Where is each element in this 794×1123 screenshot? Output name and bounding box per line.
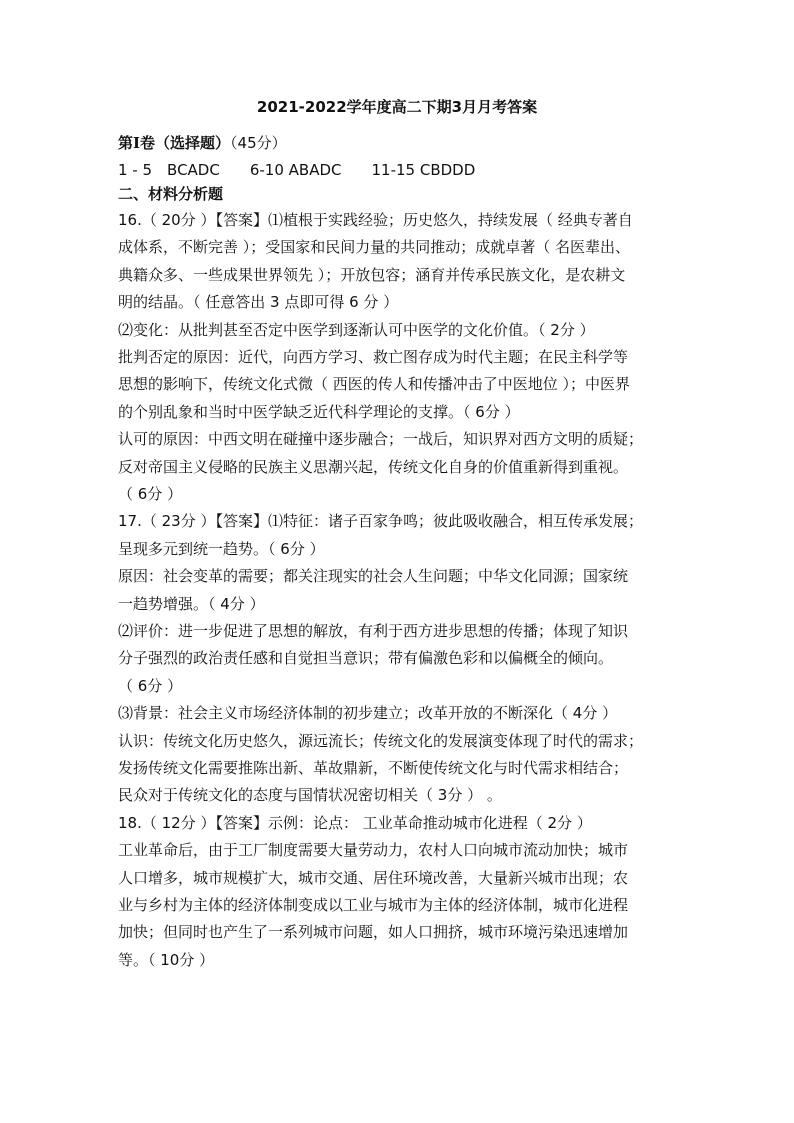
section1-score: （45分） [230, 134, 287, 152]
answer-line: 原因：社会变革的需要；都关注现实的社会人生问题；中华文化同源；国家统 [118, 567, 629, 585]
choice-answers [118, 160, 475, 180]
answer-line: 17.（ 23分 ）【答案】⑴特征：诸子百家争鸣；彼此吸收融合，相互传承发展； [118, 512, 643, 530]
answer-line: ⑵评价：进一步促进了思想的解放，有利于西方进步思想的传播；体现了知识 [118, 622, 629, 640]
answer-line: 分子强烈的政治责任感和自觉担当意识；带有偏激色彩和以偏概全的倾向。 [118, 649, 614, 667]
answer-line: ⑵变化：从批判甚至否定中医学到逐渐认可中医学的文化价值。（ 2分 ） [118, 321, 595, 339]
answer-line: 思想的影响下，传统文化式微（ 西医的传人和传播冲击了中医地位 ）；中医界 [118, 375, 631, 393]
answer-line: 等。（ 10分 ） [118, 951, 215, 969]
answer-line: 一趋势增强。（ 4分 ） [118, 595, 265, 613]
answer-line: 认识：传统文化历史悠久，源远流长；传统文化的发展演变体现了时代的需求； [118, 732, 644, 750]
answer-line: 业与乡村为主体的经济体制变成以工业与城市为主体的经济体制，城市化进程 [118, 896, 629, 914]
answer-line: 认可的原因：中西文明在碰撞中逐步融合；一战后，知识界对西方文明的质疑； [118, 430, 644, 448]
answer-line: 呈现多元到统一趋势。（ 6分 ） [118, 540, 325, 558]
document-title: 2021-2022学年度高二下期3月月考答案 [256, 98, 538, 116]
answer-line: （ 6分 ） [118, 485, 183, 503]
answer-line: 明的结晶。（ 任意答出 3 点即可得 6 分 ） [118, 293, 399, 311]
answer-line: 的个别乱象和当时中医学缺乏近代科学理论的支撑。（ 6分 ） [118, 403, 520, 421]
answer-group-3: 11-15 CBDDD [371, 161, 476, 179]
answer-line: （ 6分 ） [118, 677, 183, 695]
answer-group-2: 6-10 ABADC [249, 161, 342, 179]
answer-group-1: 1 - 5 BCADC [118, 161, 220, 179]
answer-line: 18.（ 12分 ）【答案】示例：论点： 工业革命推动城市化进程（ 2分 ） [118, 814, 592, 832]
answer-line: 典籍众多、一些成果世界领先 ）；开放包容；涵育并传承民族文化，是农耕文 [118, 266, 626, 284]
answer-line: 16.（ 20分 ）【答案】⑴植根于实践经验；历史悠久，持续发展（ 经典专著自 [118, 211, 633, 229]
answer-line: 加快；但同时也产生了一系列城市问题，如人口拥挤，城市环境污染迅速增加 [118, 923, 629, 941]
section2-heading: 二、材料分析题 [118, 185, 224, 203]
answer-line: 批判否定的原因：近代，向西方学习、救亡图存成为时代主题；在民主科学等 [118, 348, 629, 366]
section1-header [118, 133, 287, 153]
answer-line: 民众对于传统文化的态度与国情状况密切相关（ 3分 ） 。 [118, 786, 502, 804]
answer-line: ⑶背景：社会主义市场经济体制的初步建立；改革开放的不断深化（ 4分 ） [118, 704, 618, 722]
section1-heading: 第Ⅰ卷（选择题） [118, 134, 231, 152]
answer-line: 发扬传统文化需要推陈出新、革故鼎新，不断使传统文化与时代需求相结合； [118, 759, 629, 777]
answer-line: 人口增多，城市规模扩大，城市交通、居住环境改善，大量新兴城市出现；农 [118, 869, 629, 887]
answer-line: 成体系，不断完善 ）；受国家和民间力量的共同推动；成就卓著（ 名医辈出、 [118, 238, 631, 256]
answer-line: 反对帝国主义侵略的民族主义思潮兴起，传统文化自身的价值重新得到重视。 [118, 458, 629, 476]
answer-line: 工业革命后，由于工厂制度需要大量劳动力，农村人口向城市流动加快；城市 [118, 841, 629, 859]
